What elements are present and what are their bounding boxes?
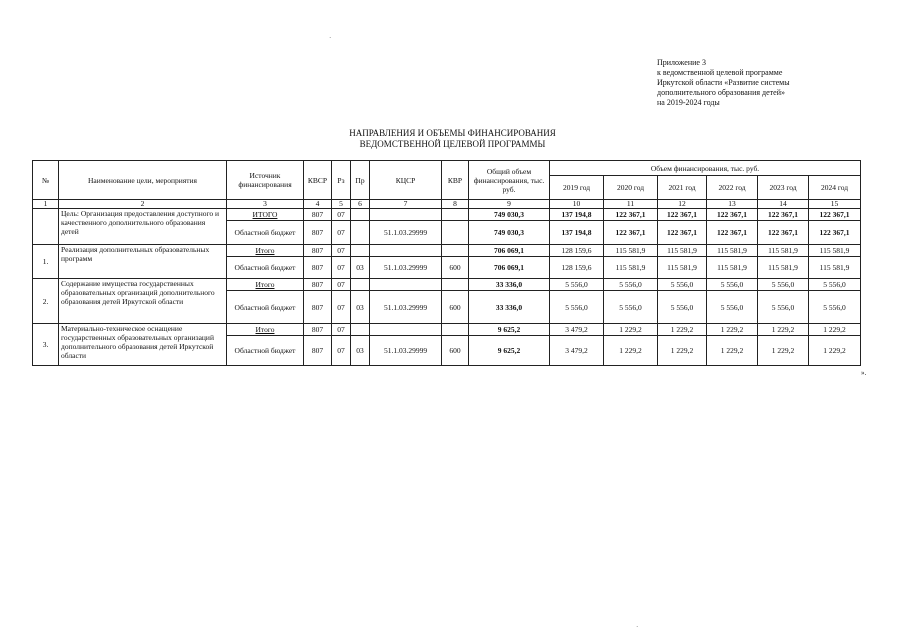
appendix-line: к ведомственной целевой программе bbox=[657, 68, 783, 77]
year-value-cell: 1 229,2 bbox=[604, 336, 658, 366]
funding-source: Областной бюджет bbox=[227, 257, 304, 279]
table-row bbox=[33, 279, 861, 291]
total-cell: 706 069,1 bbox=[469, 257, 550, 279]
col-header-year: 2023 год bbox=[758, 176, 809, 200]
col-header-year: 2019 год bbox=[550, 176, 604, 200]
column-index-cell: 15 bbox=[809, 200, 861, 209]
year-value-cell: 3 479,2 bbox=[550, 336, 604, 366]
pr-cell bbox=[351, 245, 370, 257]
kcsr-cell: 51.1.03.29999 bbox=[370, 291, 442, 324]
year-value-cell: 115 581,9 bbox=[658, 245, 707, 257]
year-value-cell: 122 367,1 bbox=[707, 209, 758, 221]
funding-source: Областной бюджет bbox=[227, 336, 304, 366]
col-header-kcsr: КЦСР bbox=[370, 161, 442, 200]
column-index-cell: 10 bbox=[550, 200, 604, 209]
column-index-cell: 14 bbox=[758, 200, 809, 209]
column-index-cell: 5 bbox=[332, 200, 351, 209]
rz-cell: 07 bbox=[332, 245, 351, 257]
row-number: 2. bbox=[33, 279, 59, 324]
year-value-cell: 137 194,8 bbox=[550, 209, 604, 221]
pr-cell bbox=[351, 279, 370, 291]
kvr-cell bbox=[442, 324, 469, 336]
year-value-cell: 122 367,1 bbox=[658, 209, 707, 221]
rz-cell: 07 bbox=[332, 291, 351, 324]
year-value-cell: 1 229,2 bbox=[604, 324, 658, 336]
table-body bbox=[33, 209, 861, 366]
kvsr-cell: 807 bbox=[304, 209, 332, 221]
rz-cell: 07 bbox=[332, 209, 351, 221]
year-value-cell: 5 556,0 bbox=[809, 279, 861, 291]
year-value-cell: 115 581,9 bbox=[809, 257, 861, 279]
year-value-cell: 5 556,0 bbox=[550, 279, 604, 291]
kcsr-cell bbox=[370, 279, 442, 291]
kcsr-cell bbox=[370, 324, 442, 336]
column-index-cell: 12 bbox=[658, 200, 707, 209]
col-header-kvsr: КВСР bbox=[304, 161, 332, 200]
year-value-cell: 5 556,0 bbox=[604, 279, 658, 291]
index-row bbox=[33, 200, 861, 209]
rz-cell: 07 bbox=[332, 324, 351, 336]
year-value-cell: 1 229,2 bbox=[707, 324, 758, 336]
table-row bbox=[33, 245, 861, 257]
kcsr-cell: 51.1.03.29999 bbox=[370, 257, 442, 279]
column-index-cell: 13 bbox=[707, 200, 758, 209]
col-header-total: Общий объем финансирования, тыс. руб. bbox=[469, 161, 550, 200]
scan-speck: · bbox=[329, 34, 332, 42]
year-value-cell: 1 229,2 bbox=[809, 324, 861, 336]
kcsr-cell bbox=[370, 245, 442, 257]
year-value-cell: 115 581,9 bbox=[604, 245, 658, 257]
year-value-cell: 5 556,0 bbox=[658, 291, 707, 324]
activity-name: Содержание имущества государственных образовательных организаций дополнительного образования детей Иркутской области bbox=[59, 279, 227, 324]
column-index-cell: 8 bbox=[442, 200, 469, 209]
year-value-cell: 122 367,1 bbox=[658, 221, 707, 245]
year-value-cell: 115 581,9 bbox=[658, 257, 707, 279]
year-value-cell: 5 556,0 bbox=[809, 291, 861, 324]
year-value-cell: 1 229,2 bbox=[707, 336, 758, 366]
kvr-cell: 600 bbox=[442, 336, 469, 366]
pr-cell: 03 bbox=[351, 257, 370, 279]
col-header-year: 2022 год bbox=[707, 176, 758, 200]
kvsr-cell: 807 bbox=[304, 257, 332, 279]
year-value-cell: 5 556,0 bbox=[707, 291, 758, 324]
scan-speck: · bbox=[636, 623, 639, 631]
title-line: ВЕДОМСТВЕННОЙ ЦЕЛЕВОЙ ПРОГРАММЫ bbox=[359, 139, 546, 149]
kvr-cell bbox=[442, 279, 469, 291]
col-header-source: Источник финансирования bbox=[227, 161, 304, 200]
pr-cell bbox=[351, 221, 370, 245]
table-row bbox=[33, 209, 861, 221]
year-value-cell: 115 581,9 bbox=[707, 257, 758, 279]
col-header-year: 2020 год bbox=[604, 176, 658, 200]
kvsr-cell: 807 bbox=[304, 291, 332, 324]
column-index-cell: 6 bbox=[351, 200, 370, 209]
appendix-line: дополнительного образования детей» bbox=[657, 88, 785, 97]
year-value-cell: 122 367,1 bbox=[604, 221, 658, 245]
kvsr-cell: 807 bbox=[304, 221, 332, 245]
column-index-cell: 7 bbox=[370, 200, 442, 209]
pr-cell: 03 bbox=[351, 336, 370, 366]
year-value-cell: 122 367,1 bbox=[758, 209, 809, 221]
activity-name: Материально-техническое оснащение государственных образовательных организаций дополнительного образования детей Иркутской области bbox=[59, 324, 227, 366]
year-value-cell: 1 229,2 bbox=[758, 324, 809, 336]
year-value-cell: 137 194,8 bbox=[550, 221, 604, 245]
total-cell: 9 625,2 bbox=[469, 324, 550, 336]
year-value-cell: 5 556,0 bbox=[550, 291, 604, 324]
activity-name: Реализация дополнительных образовательных программ bbox=[59, 245, 227, 279]
funding-source: Итого bbox=[227, 245, 304, 257]
year-value-cell: 1 229,2 bbox=[758, 336, 809, 366]
table-row bbox=[33, 324, 861, 336]
year-value-cell: 5 556,0 bbox=[707, 279, 758, 291]
year-value-cell: 122 367,1 bbox=[809, 221, 861, 245]
col-header-pr: Пр bbox=[351, 161, 370, 200]
year-value-cell: 115 581,9 bbox=[707, 245, 758, 257]
funding-source: Итого bbox=[227, 324, 304, 336]
funding-source: Областной бюджет bbox=[227, 221, 304, 245]
rz-cell: 07 bbox=[332, 221, 351, 245]
year-value-cell: 5 556,0 bbox=[758, 279, 809, 291]
year-value-cell: 5 556,0 bbox=[658, 279, 707, 291]
year-value-cell: 1 229,2 bbox=[658, 336, 707, 366]
kvr-cell: 600 bbox=[442, 291, 469, 324]
row-number: 1. bbox=[33, 245, 59, 279]
financing-table bbox=[32, 160, 861, 366]
column-index-cell: 1 bbox=[33, 200, 59, 209]
rz-cell: 07 bbox=[332, 336, 351, 366]
col-header-volume: Объем финансирования, тыс. руб. bbox=[550, 161, 861, 176]
col-header-kvr: КВР bbox=[442, 161, 469, 200]
year-value-cell: 128 159,6 bbox=[550, 245, 604, 257]
year-value-cell: 122 367,1 bbox=[758, 221, 809, 245]
year-value-cell: 115 581,9 bbox=[758, 245, 809, 257]
year-value-cell: 115 581,9 bbox=[758, 257, 809, 279]
year-value-cell: 1 229,2 bbox=[658, 324, 707, 336]
kcsr-cell: 51.1.03.29999 bbox=[370, 336, 442, 366]
year-value-cell: 3 479,2 bbox=[550, 324, 604, 336]
column-index-cell: 3 bbox=[227, 200, 304, 209]
year-value-cell: 5 556,0 bbox=[758, 291, 809, 324]
pr-cell bbox=[351, 324, 370, 336]
year-value-cell: 115 581,9 bbox=[809, 245, 861, 257]
pr-cell: 03 bbox=[351, 291, 370, 324]
kcsr-cell: 51.1.03.29999 bbox=[370, 221, 442, 245]
kvsr-cell: 807 bbox=[304, 336, 332, 366]
kvr-cell bbox=[442, 209, 469, 221]
column-index-cell: 2 bbox=[59, 200, 227, 209]
year-value-cell: 115 581,9 bbox=[604, 257, 658, 279]
year-value-cell: 122 367,1 bbox=[809, 209, 861, 221]
total-cell: 9 625,2 bbox=[469, 336, 550, 366]
row-number bbox=[33, 209, 59, 245]
kvr-cell bbox=[442, 245, 469, 257]
funding-source: Итого bbox=[227, 279, 304, 291]
rz-cell: 07 bbox=[332, 257, 351, 279]
column-index-cell: 9 bbox=[469, 200, 550, 209]
activity-name: Цель: Организация предоставления доступного и качественного дополнительного образования детей bbox=[59, 209, 227, 245]
appendix-note bbox=[657, 58, 867, 108]
document-title bbox=[0, 128, 905, 150]
appendix-line: Приложение 3 bbox=[657, 58, 706, 67]
kvsr-cell: 807 bbox=[304, 324, 332, 336]
col-header-rz: Рз bbox=[332, 161, 351, 200]
year-value-cell: 5 556,0 bbox=[604, 291, 658, 324]
col-header-year: 2024 год bbox=[809, 176, 861, 200]
kvsr-cell: 807 bbox=[304, 245, 332, 257]
title-line: НАПРАВЛЕНИЯ И ОБЪЕМЫ ФИНАНСИРОВАНИЯ bbox=[349, 128, 556, 138]
col-header-year: 2021 год bbox=[658, 176, 707, 200]
kvr-cell: 600 bbox=[442, 257, 469, 279]
col-header-name: Наименование цели, мероприятия bbox=[59, 161, 227, 200]
funding-source: Областной бюджет bbox=[227, 291, 304, 324]
year-value-cell: 122 367,1 bbox=[707, 221, 758, 245]
total-cell: 749 030,3 bbox=[469, 221, 550, 245]
column-index-cell: 11 bbox=[604, 200, 658, 209]
rz-cell: 07 bbox=[332, 279, 351, 291]
closing-quote: ». bbox=[861, 369, 867, 377]
year-value-cell: 122 367,1 bbox=[604, 209, 658, 221]
pr-cell bbox=[351, 209, 370, 221]
column-index-cell: 4 bbox=[304, 200, 332, 209]
kcsr-cell bbox=[370, 209, 442, 221]
appendix-line: на 2019-2024 годы bbox=[657, 98, 720, 107]
total-cell: 33 336,0 bbox=[469, 279, 550, 291]
row-number: 3. bbox=[33, 324, 59, 366]
total-cell: 33 336,0 bbox=[469, 291, 550, 324]
kvsr-cell: 807 bbox=[304, 279, 332, 291]
total-cell: 706 069,1 bbox=[469, 245, 550, 257]
total-cell: 749 030,3 bbox=[469, 209, 550, 221]
year-value-cell: 1 229,2 bbox=[809, 336, 861, 366]
appendix-line: Иркутской области «Развитие системы bbox=[657, 78, 790, 87]
kvr-cell bbox=[442, 221, 469, 245]
col-header-num: № bbox=[33, 161, 59, 200]
year-value-cell: 128 159,6 bbox=[550, 257, 604, 279]
table-header bbox=[33, 161, 861, 209]
funding-source: ИТОГО bbox=[227, 209, 304, 221]
